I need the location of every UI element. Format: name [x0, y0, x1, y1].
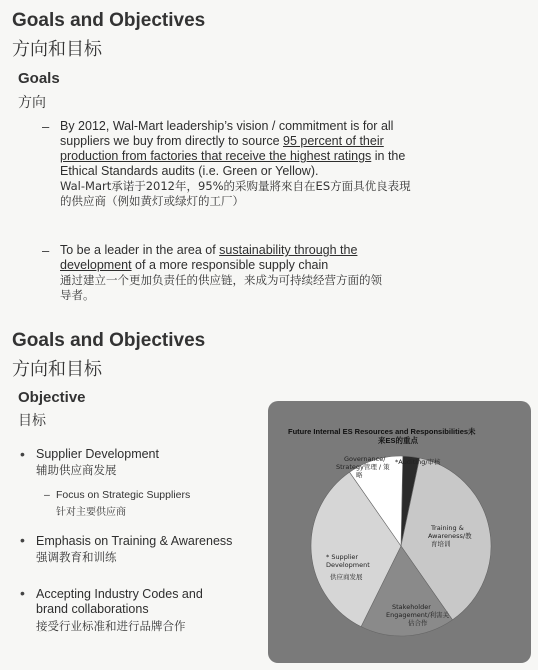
focus-strategic-suppliers: Focus on Strategic Suppliers [56, 489, 191, 501]
goal-1-text [60, 119, 520, 209]
goal-2-line-1: To be a leader in the area of sustainability through the [60, 243, 358, 257]
label-training-1: Training & [431, 524, 464, 532]
goal-2-underline-2: development [60, 258, 132, 272]
goal-1-line-4: Ethical Standards audits (i.e. Green or Yellow). [60, 164, 319, 178]
objective-training-awareness: Emphasis on Training & Awareness [36, 534, 233, 548]
bullet-1: • [20, 446, 25, 462]
bullet-3: • [20, 585, 25, 601]
goal-1-cn-1: Wal-Mart承诺于2012年，95%的采购量將來自在ES方面具优良表現 [60, 179, 411, 193]
goal-2-dash: – [42, 243, 50, 258]
objective-industry-codes-cn: 接受行业标准和进行品牌合作 [36, 619, 186, 633]
objective-supplier-development-cn: 辅助供应商发展 [36, 463, 117, 477]
goal-1-underline-1: 95 percent of their [283, 134, 384, 148]
label-auditing: *Auditing/审核 [395, 458, 441, 466]
goal-2-line-2: development of a more responsible supply chain [60, 258, 329, 272]
pie-chart [268, 401, 531, 663]
objective-heading: Objective [18, 389, 86, 406]
page-title-cn: 方向和目标 [12, 39, 102, 60]
label-supplier-3: 供应商发展 [330, 573, 363, 581]
goal-1-underline-2: production from factories that receive the highest ratings [60, 149, 372, 163]
label-training-2: Awareness/教 [428, 532, 472, 540]
label-governance-3: 略 [356, 471, 363, 479]
objective-industry-codes [36, 587, 203, 617]
goal-1-cn-2: 的供应商（例如黄灯或绿灯的工厂） [60, 194, 244, 208]
label-governance-2: Strategy管理 / 策 [336, 463, 390, 471]
goal-2-text [60, 243, 520, 303]
goal-1-dash: – [42, 119, 50, 134]
section-2-title-cn: 方向和目标 [12, 359, 102, 380]
goal-1-line-2: suppliers we buy from directly to source 95 percent of their [60, 134, 384, 148]
label-supplier-2: Development [326, 561, 370, 569]
label-supplier-1: * Supplier [326, 553, 359, 561]
goal-1-line-1: By 2012, Wal-Mart leadership’s vision / commitment is for all [60, 119, 394, 133]
goal-1-line-3: production from factories that receive the highest ratings in the [60, 149, 406, 163]
label-stakeholder-1: Stakeholder [392, 603, 431, 611]
bullet-2: • [20, 532, 25, 548]
label-governance-1: Governance/ [344, 455, 386, 463]
goal-2-underline-1: sustainability through the [219, 243, 358, 257]
label-training-3: 育培训 [431, 540, 451, 548]
pie-chart-panel [268, 401, 531, 663]
objective-industry-codes-line-2: brand collaborations [36, 602, 149, 616]
goals-heading-cn: 方向 [18, 95, 46, 111]
chart-title: Future Internal ES Resources and Responsibilities未 [288, 427, 476, 436]
label-stakeholder-2: Engagement/利害关 [386, 611, 450, 619]
focus-strategic-suppliers-cn: 针对主要供应商 [56, 507, 126, 518]
goal-2-cn-2: 导者。 [60, 288, 95, 302]
page-title: Goals and Objectives [12, 10, 206, 31]
section-2-title: Goals and Objectives [12, 330, 206, 351]
objective-heading-cn: 目标 [18, 413, 46, 429]
objective-industry-codes-line-1: Accepting Industry Codes and [36, 587, 203, 601]
goal-2-cn-1: 通过建立一个更加负责任的供应链，来成为可持续经营方面的领 [60, 273, 382, 287]
objective-training-awareness-cn: 强调教育和训练 [36, 550, 117, 564]
chart-title-line-2: 来ES的重点 [378, 436, 419, 445]
goals-heading: Goals [18, 70, 60, 87]
sub-dash: – [44, 489, 50, 501]
objective-supplier-development: Supplier Development [36, 447, 159, 461]
label-stakeholder-3: 估合作 [408, 619, 428, 627]
